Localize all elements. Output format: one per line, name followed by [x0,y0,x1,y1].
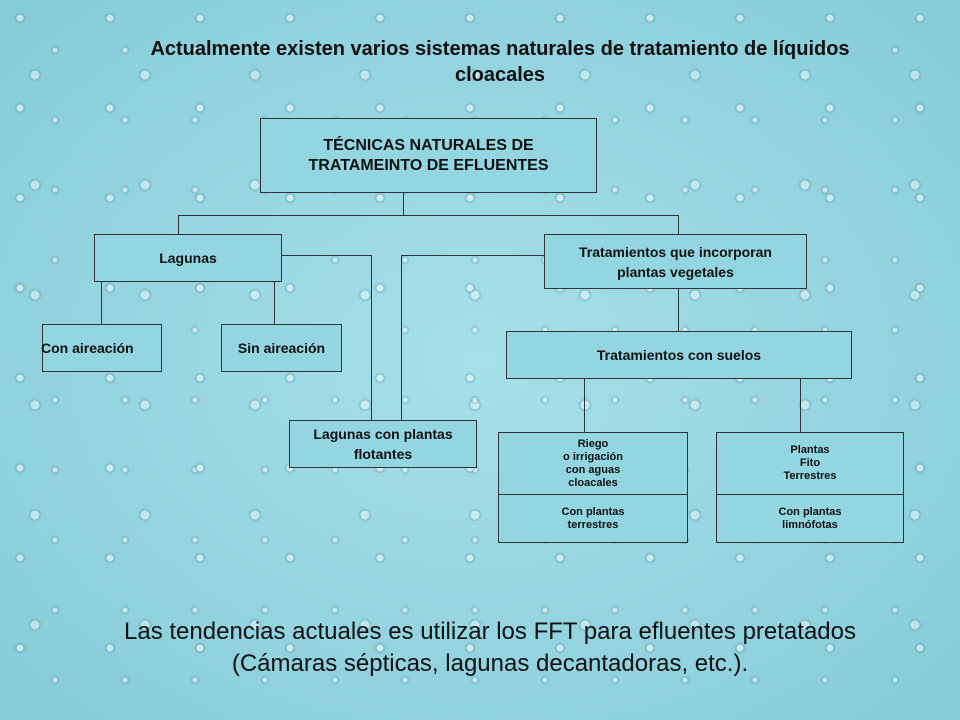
fito-line: Fito [799,457,821,469]
fito-node [716,432,904,543]
root-node [260,118,597,193]
footer-text: Las tendencias actuales es utilizar los FFT para efluentes pretatados (Cámaras sépticas, lagunas decantadoras, etc.). [124,618,856,677]
connector [401,255,544,256]
connector [101,282,102,324]
connector [401,255,402,420]
riego-line: cloacales [568,476,618,489]
lagunas-plantas-node [289,420,477,468]
fito-line: Terrestres [783,470,837,482]
slide-title: Actualmente existen varios sistemas naturales de tratamiento de líquidos cloacales [150,38,850,86]
suelos-label: Tratamientos con suelos [596,347,762,363]
con-aireacion-node [42,324,162,372]
root-node-line1: TÉCNICAS NATURALES DE [323,136,534,154]
lagunas-label: Lagunas [159,250,217,266]
connector [178,215,179,234]
connector [584,378,585,432]
riego-line: con aguas [565,463,621,476]
plantas-vegetales-line1: Tratamientos que incorporan [579,243,772,260]
suelos-node [506,331,852,379]
sin-aireacion-node [221,324,342,372]
connector [800,378,801,432]
connector [678,288,679,331]
riego-line: Riego [577,437,609,450]
connector [281,255,372,256]
lagunas-node [94,234,282,282]
plantas-vegetales-line2: plantas vegetales [617,263,734,280]
lagunas-plantas-line2: flotantes [353,446,413,462]
sin-aireacion-label: Sin aireación [237,340,326,356]
riego-bottom-line: Con plantas [561,505,625,518]
connector [403,193,404,215]
root-node-line2: TRATAMEINTO DE EFLUENTES [308,156,549,174]
riego-node [498,432,688,543]
plantas-vegetales-node [544,234,807,289]
riego-bottom-line: terrestres [567,518,619,531]
connector [678,215,679,234]
connector [178,215,679,216]
fito-bottom-line: Con plantas [778,505,842,518]
connector [274,282,275,324]
fito-line: Plantas [790,444,830,456]
lagunas-plantas-line1: Lagunas con plantas [313,426,453,442]
fito-bottom-line: limnófotas [782,518,838,531]
riego-line: o irrigación [563,450,623,463]
connector [371,255,372,420]
con-aireacion-label: Con aireación [41,340,134,356]
